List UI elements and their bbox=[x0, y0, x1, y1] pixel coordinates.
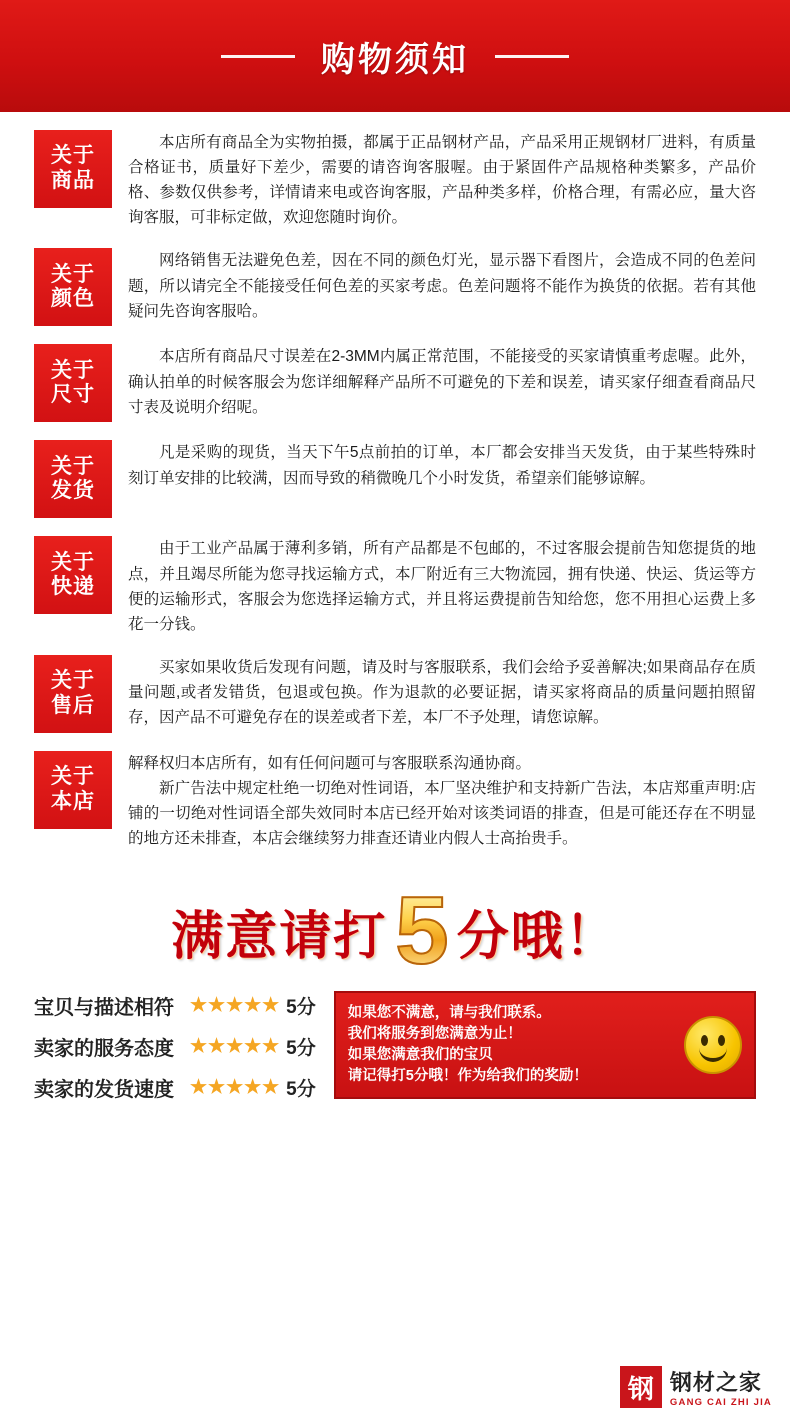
section-paragraph: 由于工业产品属于薄利多销，所有产品都是不包邮的，不过客服会提前告知您提货的地点，并且竭尽所能为您寻找运输方式，本厂附近有三大物流园，拥有快递、快运、货运等方便的运输形式，客服会为您选择运输方式，并且将运费提前告知给您，您不用担心运费上多花一分钱。 bbox=[128, 540, 756, 633]
section-badge bbox=[34, 536, 112, 614]
section-badge bbox=[34, 248, 112, 326]
promo-line: 如果您不满意，请与我们联系。 bbox=[347, 1005, 551, 1022]
section-paragraph: 本店所有商品全为实物拍摄，都属于正品钢材产品，产品采用正规钢材厂进料，有质量合格证书，质量好下差少，需要的请咨询客服喔。由于紧固件产品规格种类繁多，产品价格、参数仅供参考，详情请来电或咨询客服，产品种类多样，价格合理，有需必应，量大咨询客服，可非标定做，欢迎您随时询价。 bbox=[128, 134, 756, 227]
section-paragraph: 凡是采购的现货，当天下午5点前拍的订单，本厂都会安排当天发货，由于某些特殊时刻订单安排的比较满，因而导致的稍微晚几个小时发货，希望亲们能够谅解。 bbox=[128, 444, 756, 487]
notice-section-express bbox=[34, 536, 756, 636]
promo-text bbox=[348, 1003, 674, 1087]
badge-line-1: 关于 bbox=[51, 454, 95, 478]
section-body bbox=[112, 751, 756, 851]
badge-line-2: 发货 bbox=[51, 479, 95, 503]
rating-label: 卖家的服务态度 bbox=[34, 1038, 174, 1061]
smiley-mouth bbox=[699, 1046, 727, 1062]
badge-line-1: 关于 bbox=[51, 358, 95, 382]
section-badge bbox=[34, 751, 112, 829]
notice-section-size bbox=[34, 344, 756, 422]
smiley-eye-right bbox=[718, 1035, 725, 1046]
rating-line bbox=[34, 1073, 316, 1102]
badge-line-2: 尺寸 bbox=[51, 383, 95, 407]
logo-name-en: GANG CAI ZHI JIA bbox=[669, 1397, 772, 1408]
notice-section-product bbox=[34, 130, 756, 230]
section-body bbox=[112, 655, 756, 730]
section-body bbox=[112, 248, 756, 323]
section-body bbox=[112, 440, 756, 490]
section-badge bbox=[34, 344, 112, 422]
header-rule-right bbox=[495, 55, 569, 58]
rating-details bbox=[34, 991, 756, 1114]
rating-list bbox=[34, 991, 316, 1114]
smiley-face-icon bbox=[684, 1016, 742, 1074]
rating-banner bbox=[34, 877, 756, 985]
badge-line-1: 关于 bbox=[51, 262, 95, 286]
badge-line-2: 颜色 bbox=[51, 287, 95, 311]
footer-logo bbox=[620, 1366, 772, 1408]
section-paragraph: 新广告法中规定杜绝一切绝对性词语，本厂坚决维护和支持新广告法，本店郑重声明:店铺的一切绝对性词语全部失效同时本店已经开始对该类词语的排查，但是可能还存在不明显的地方还未排查，本店会继续努力排查还请业内假人士高抬贵手。 bbox=[128, 779, 756, 848]
section-badge bbox=[34, 440, 112, 518]
header-rule-left bbox=[221, 55, 295, 58]
promo-line: 如果您满意我们的宝贝 bbox=[347, 1047, 493, 1064]
notice-section-color bbox=[34, 248, 756, 326]
badge-line-2: 本店 bbox=[51, 789, 95, 813]
section-badge bbox=[34, 130, 112, 208]
rating-banner-five: 5 bbox=[391, 888, 452, 974]
badge-line-1: 关于 bbox=[51, 144, 95, 168]
section-paragraph: 网络销售无法避免色差，因在不同的颜色灯光，显示器下看图片，会造成不同的色差问题，所以请完全不能接受任何色差的买家考虑。色差问题将不能作为换货的依据。若有其他疑问先咨询客服哈。 bbox=[128, 252, 756, 320]
page-header bbox=[0, 0, 790, 112]
badge-line-1: 关于 bbox=[51, 550, 95, 574]
section-paragraph: 买家如果收货后发现有问题，请及时与客服联系，我们会给予妥善解决;如果商品存在质量问题,或者发错货，包退或包换。作为退款的必要证据，请买家将商品的质量问题拍照留存，因产品不可避免存在的误差或者下差，本厂不予处理，请您谅解。 bbox=[128, 658, 756, 727]
section-paragraph: 本店所有商品尺寸误差在2-3MM内属正常范围，不能接受的买家请慎重考虑喔。此外，确认拍单的时候客服会为您详细解释产品所不可避免的下差和误差，请买家仔细查看商品尺寸表及说明介绍呢。 bbox=[128, 348, 756, 416]
section-body bbox=[112, 344, 756, 419]
rating-banner-right: 分哦！ bbox=[456, 907, 619, 966]
section-body bbox=[112, 130, 756, 230]
star-icon-group: ★★★★★ bbox=[190, 1077, 281, 1099]
rating-label: 宝贝与描述相符 bbox=[34, 997, 174, 1020]
rating-label: 卖家的发货速度 bbox=[34, 1079, 174, 1102]
rating-score: 5分 bbox=[286, 997, 316, 1019]
logo-text bbox=[670, 1366, 772, 1408]
promo-line: 我们将服务到您满意为止！ bbox=[347, 1026, 522, 1043]
rating-score: 5分 bbox=[286, 1038, 316, 1060]
badge-line-2: 售后 bbox=[51, 693, 95, 717]
logo-name-cn: 钢材之家 bbox=[669, 1370, 762, 1395]
badge-line-1: 关于 bbox=[51, 765, 95, 789]
badge-line-2: 商品 bbox=[51, 169, 95, 192]
rating-block bbox=[0, 877, 790, 1114]
badge-line-2: 快递 bbox=[51, 575, 95, 599]
promo-box bbox=[334, 991, 756, 1099]
badge-line-1: 关于 bbox=[51, 669, 95, 693]
section-paragraph: 解释权归本店所有，如有任何问题可与客服联系沟通协商。 bbox=[128, 754, 532, 772]
rating-banner-left: 满意请打 bbox=[171, 907, 388, 966]
promo-line: 请记得打5分哦！作为给我们的奖励！ bbox=[347, 1068, 588, 1085]
notice-section-store bbox=[34, 751, 756, 851]
star-icon-group: ★★★★★ bbox=[190, 1036, 281, 1058]
rating-line bbox=[34, 991, 316, 1020]
section-badge bbox=[34, 655, 112, 733]
logo-mark-icon: 钢 bbox=[620, 1366, 662, 1408]
notice-section-shipping bbox=[34, 440, 756, 518]
notice-section-aftersales bbox=[34, 655, 756, 733]
star-icon-group: ★★★★★ bbox=[190, 995, 281, 1017]
section-body bbox=[112, 536, 756, 636]
page-title: 购物须知 bbox=[321, 40, 469, 79]
rating-score: 5分 bbox=[286, 1079, 316, 1101]
notice-sections bbox=[0, 112, 790, 851]
smiley-eye-left bbox=[701, 1035, 708, 1046]
rating-line bbox=[34, 1032, 316, 1061]
